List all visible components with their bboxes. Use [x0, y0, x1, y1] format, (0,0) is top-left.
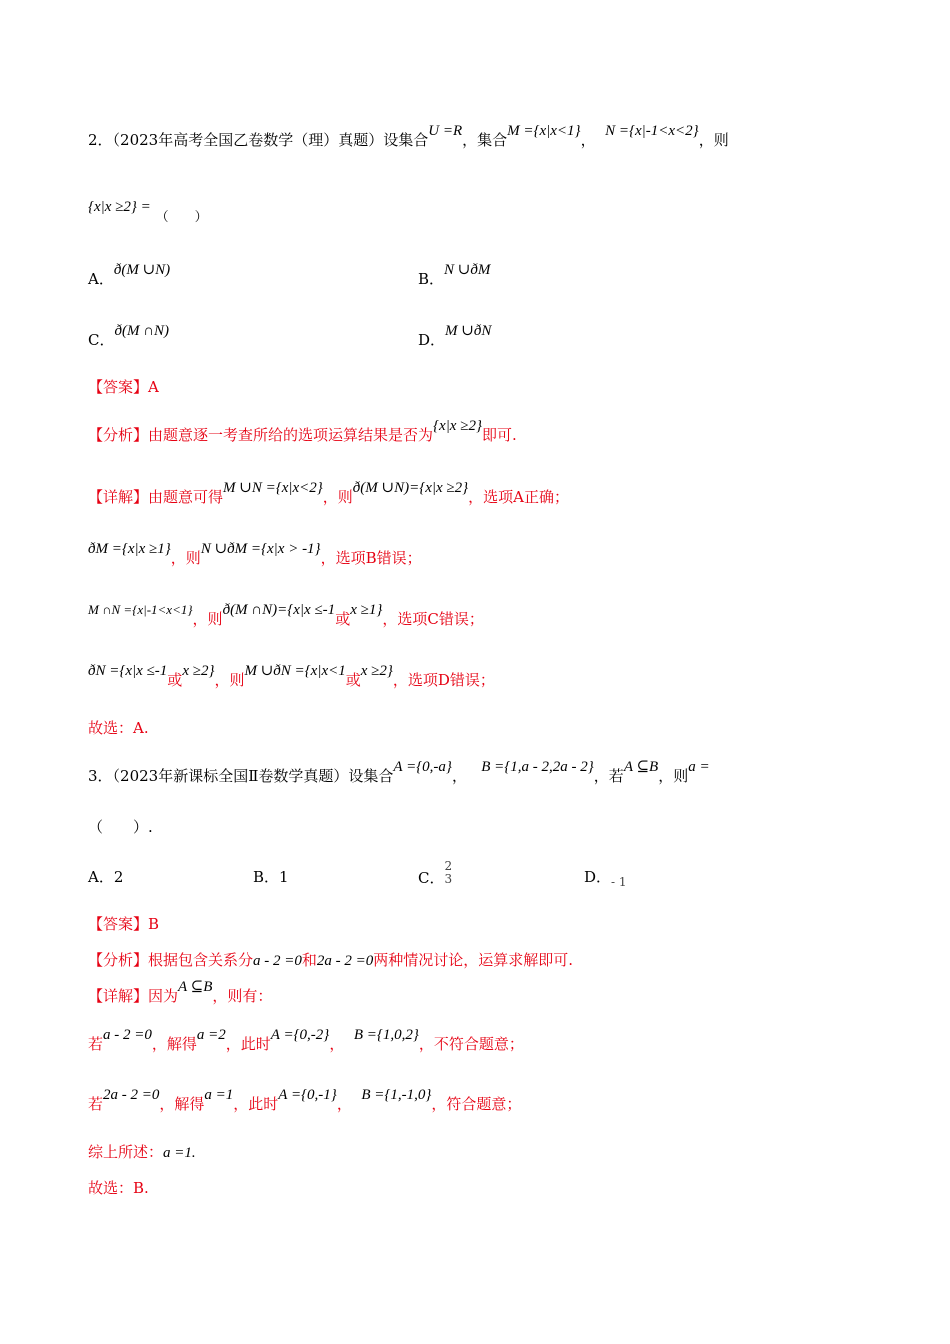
q3-stem-text: 3．（2023年新课标全国Ⅱ卷数学真题）设集合 [88, 767, 394, 785]
detail-or: 或 [167, 671, 183, 689]
detail-end: ，选项D错误； [392, 671, 495, 689]
detail-then: ，则 [192, 610, 223, 628]
case-end: ，符合题意； [431, 1095, 522, 1113]
detail-expr: M ∪N ={x|x<2} [223, 480, 323, 496]
detail-tag: 【详解】 [88, 488, 149, 506]
denominator: 3 [444, 872, 453, 886]
q3-option-c[interactable] [418, 859, 453, 892]
detail-expr: A ⊆B [178, 979, 213, 995]
detail-end: ，则有： [212, 987, 273, 1005]
q2-stem [88, 123, 729, 151]
q3-option-a[interactable] [88, 866, 123, 887]
detail-or: 或 [345, 671, 361, 689]
option-label: D． [584, 868, 612, 886]
detail-text: 由题意可得 [148, 488, 224, 506]
q3-paren: （ ）. [88, 818, 153, 836]
detail-text: 因为 [148, 987, 179, 1005]
detail-or: 或 [335, 610, 351, 628]
q3-a: a = [688, 759, 710, 775]
q3-subset: A ⊆B [623, 759, 659, 775]
case-comma: ， [336, 1095, 352, 1113]
q3-detail-intro [88, 979, 273, 1007]
option-label: D． [418, 331, 446, 349]
q2-stem-line2 [88, 196, 208, 225]
q2-detail-line1 [88, 480, 569, 508]
q2-paren: （ ） [155, 210, 208, 225]
detail-expr: M ∩N ={x|-1<x<1} [88, 602, 193, 617]
case-expr: a - 2 =0 [103, 1027, 152, 1043]
q2-detail-line2 [88, 541, 422, 569]
detail-expr: x ≥2} [182, 663, 215, 679]
option-expr: M ∪ðN [445, 323, 492, 339]
option-label: C． [418, 869, 445, 887]
detail-expr: N ∪ðM ={x|x > -1} [200, 541, 321, 557]
case-text: ，解得 [151, 1035, 197, 1053]
detail-then: ，则 [322, 488, 353, 506]
analysis-text: 由题意逐一考查所给的选项运算结果是否为 [148, 426, 434, 444]
detail-expr: x ≥2} [360, 663, 393, 679]
option-value: - 1 [611, 875, 627, 889]
q2-set-m: M ={x|x<1} [507, 123, 581, 139]
detail-expr: ðM ={x|x ≥1} [88, 541, 171, 557]
analysis-text: 两种情况讨论，运算求解即可. [373, 951, 574, 969]
analysis-expr: a - 2 =0 [253, 953, 302, 969]
numerator: 2 [444, 859, 453, 873]
q2-stem-text2: ，集合 [462, 131, 508, 149]
analysis-and: 和 [301, 951, 317, 969]
case-expr: 2a - 2 =0 [103, 1087, 160, 1103]
q2-option-a[interactable] [88, 262, 171, 289]
case-expr: A ={0,-2} [270, 1027, 330, 1043]
q3-then: ，则 [658, 767, 689, 785]
q3-case1 [88, 1027, 524, 1055]
q2-choose: 故选：A. [88, 719, 149, 737]
option-expr: (M ∩N) [121, 323, 170, 339]
q2-option-c[interactable] [88, 323, 170, 350]
analysis-tag: 【分析】 [88, 426, 149, 444]
q2-option-d[interactable] [418, 323, 492, 350]
detail-expr: ð(M ∪N)={x|x ≥2} [352, 480, 469, 496]
q3-set-a: A ={0,-a} [393, 759, 452, 775]
case-text: ，解得 [159, 1095, 205, 1113]
q3-option-d[interactable] [584, 866, 627, 887]
analysis-expr: 2a - 2 =0 [316, 953, 374, 969]
case-text: ，此时 [225, 1035, 271, 1053]
case-expr: B ={1,0,2} [353, 1027, 419, 1043]
detail-end: ，选项C错误； [382, 610, 484, 628]
option-expr: N ∪ðM [444, 262, 491, 278]
q2-target-set: {x|x ≥2} = [88, 199, 151, 215]
fraction [444, 860, 452, 886]
q3-comma: ， [451, 767, 467, 785]
option-label: B． [418, 270, 445, 288]
option-expr: (M ∪N) [121, 262, 171, 278]
complement-icon: ð [113, 262, 122, 278]
q2-set-u: U =R [428, 123, 463, 139]
detail-then: ，则 [170, 549, 201, 567]
q2-detail-line3 [88, 602, 484, 630]
detail-expr: M ∪ðN ={x|x<1 [244, 663, 346, 679]
q3-analysis [88, 950, 573, 971]
detail-then: ，则 [214, 671, 245, 689]
detail-expr: ðN ={x|x ≤-1 [88, 663, 168, 679]
option-value: 2 [113, 868, 124, 886]
q2-detail-line4 [88, 663, 495, 691]
case-if: 若 [88, 1035, 104, 1053]
case-expr: a =1 [204, 1087, 234, 1103]
case-end: ，不符合题意； [418, 1035, 524, 1053]
q2-set-n: N ={x|-1<x<2} [605, 123, 699, 139]
q3-case2 [88, 1087, 522, 1115]
q3-option-b[interactable] [253, 866, 289, 887]
detail-tag: 【详解】 [88, 987, 149, 1005]
analysis-text: 根据包含关系分 [148, 951, 254, 969]
case-text: ，此时 [233, 1095, 279, 1113]
q3-set-b: B ={1,a - 2,2a - 2} [481, 759, 594, 775]
analysis-expr: {x|x ≥2} [433, 418, 482, 434]
option-label: A． [88, 868, 114, 886]
q2-stem-end: ，则 [698, 131, 729, 149]
option-value: 1 [279, 868, 289, 886]
summary-text: 综上所述： [88, 1143, 164, 1161]
detail-end: ，选项B错误； [320, 549, 422, 567]
detail-expr: ð(M ∩N)={x|x ≤-1 [222, 602, 336, 618]
option-label: A． [88, 270, 114, 288]
q3-stem [88, 759, 710, 787]
q2-analysis [88, 418, 517, 446]
option-label: C． [88, 331, 115, 349]
option-label: B． [253, 868, 280, 886]
case-expr: a =2 [196, 1027, 226, 1043]
q3-answer: 【答案】B [88, 915, 160, 933]
summary-expr: a =1. [163, 1145, 196, 1161]
complement-icon: ð [114, 323, 122, 339]
detail-expr: x ≥1} [350, 602, 383, 618]
analysis-tag: 【分析】 [88, 951, 149, 969]
detail-end: ，选项A正确； [468, 488, 569, 506]
q2-answer: 【答案】A [88, 378, 159, 396]
case-expr: A ={0,-1} [278, 1087, 337, 1103]
case-comma: ， [329, 1035, 345, 1053]
q3-choose: 故选：B. [88, 1179, 149, 1197]
q2-stem-text: 2．（2023年高考全国乙卷数学（理）真题）设集合 [88, 131, 429, 149]
case-if: 若 [88, 1095, 104, 1113]
q2-option-b[interactable] [418, 262, 491, 289]
case-expr: B ={1,-1,0} [361, 1087, 432, 1103]
q3-if: ，若 [593, 767, 624, 785]
q3-summary [88, 1142, 196, 1163]
q2-comma: ， [580, 131, 596, 149]
analysis-end: 即可. [481, 426, 517, 444]
